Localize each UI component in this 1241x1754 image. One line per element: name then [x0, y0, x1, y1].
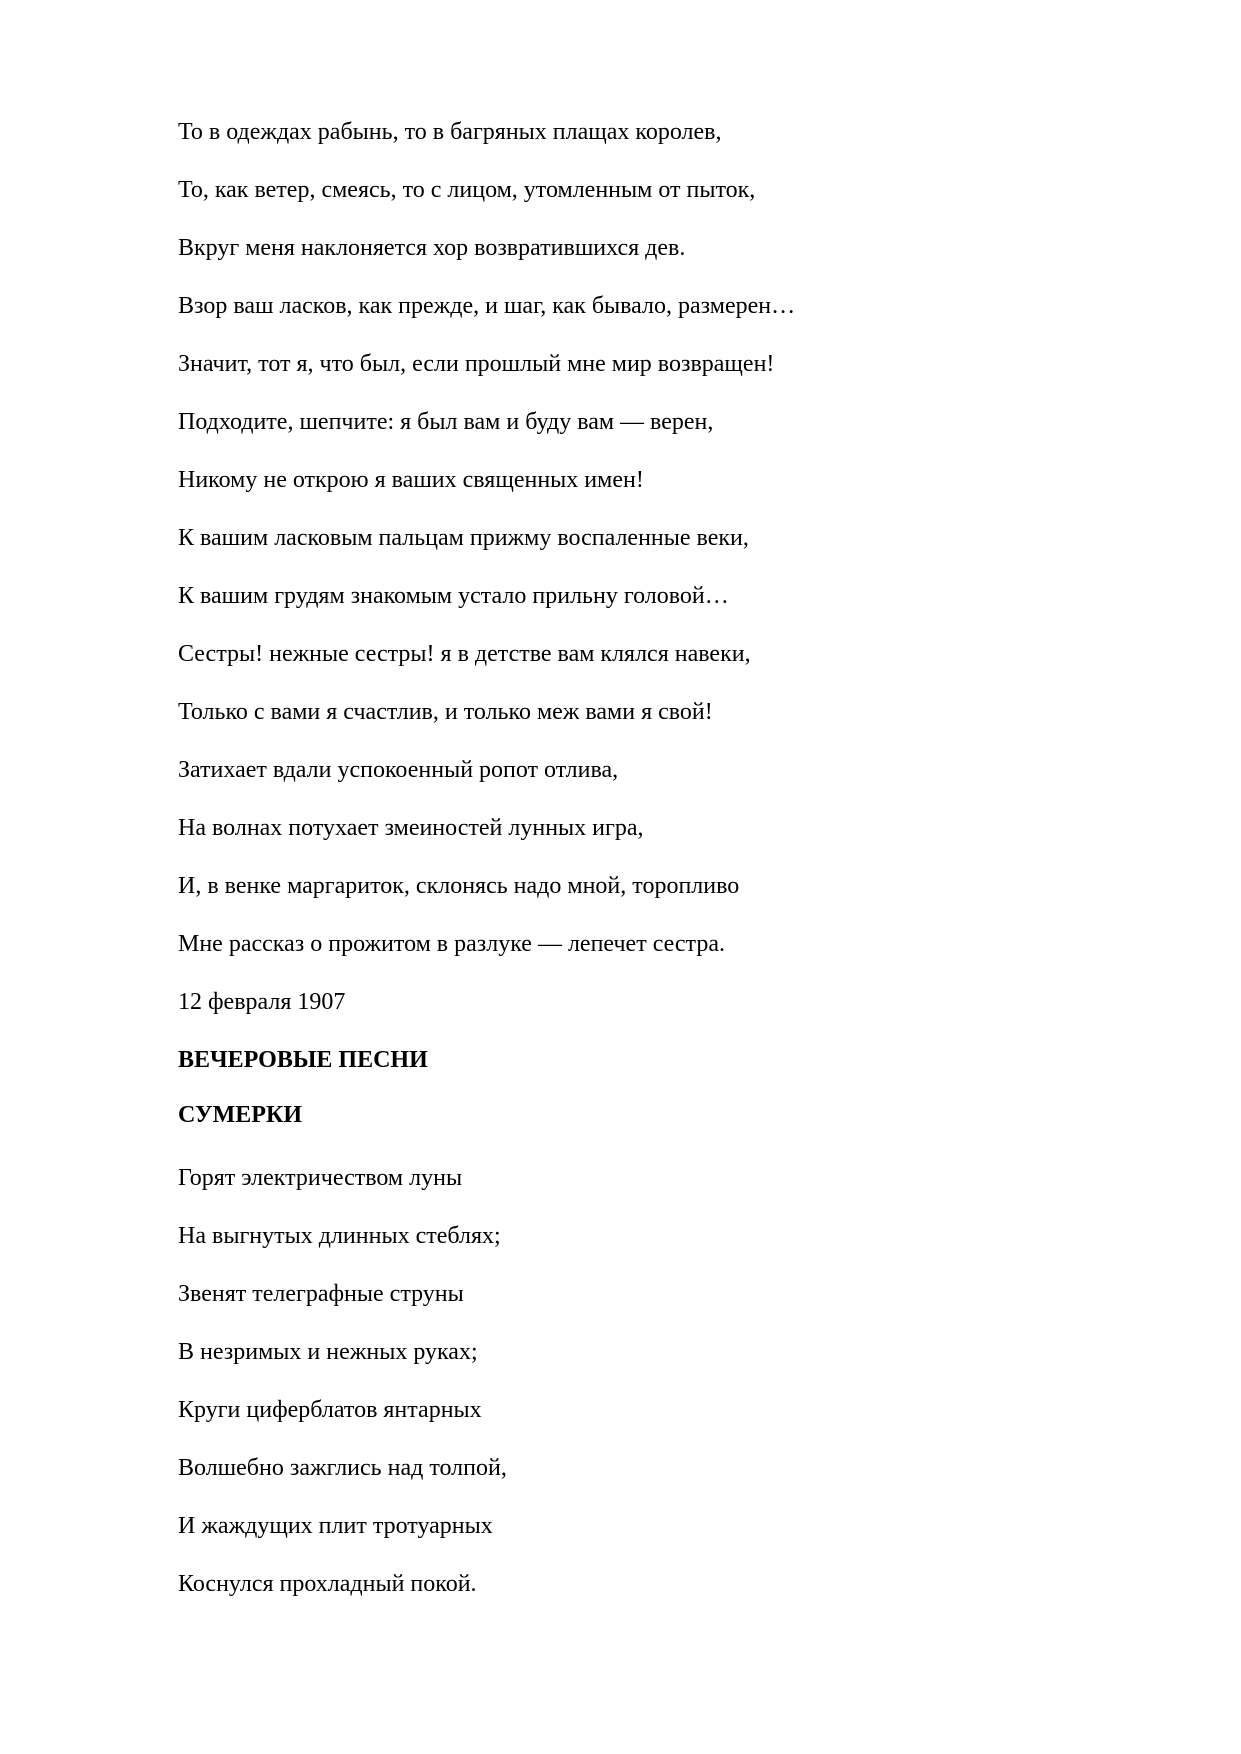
poem-line: Вкруг меня наклоняется хор возвратившихся дев. [178, 235, 686, 261]
poem-line: И жаждущих плит тротуарных [178, 1513, 493, 1539]
poem-line: Звенят телеграфные струны [178, 1281, 464, 1307]
poem-line: Сестры! нежные сестры! я в детстве вам клялся навеки, [178, 641, 751, 667]
poem-title: СУМЕРКИ [178, 1102, 303, 1128]
poem-date: 12 февраля 1907 [178, 989, 346, 1015]
poem-line: В незримых и нежных руках; [178, 1339, 478, 1365]
poem-line: То в одеждах рабынь, то в багряных плащах королев, [178, 119, 722, 145]
poem-line: Значит, тот я, что был, если прошлый мне мир возвращен! [178, 351, 775, 377]
poem-line: Подходите, шепчите: я был вам и буду вам — верен, [178, 409, 714, 435]
poem-line: На волнах потухает змеиностей лунных игра, [178, 815, 644, 841]
poem-line: Только с вами я счастлив, и только меж вами я свой! [178, 699, 713, 725]
poem-line: И, в венке маргариток, склонясь надо мной, торопливо [178, 873, 740, 899]
poem-line: Круги циферблатов янтарных [178, 1397, 482, 1423]
poem-line: Коснулся прохладный покой. [178, 1571, 477, 1597]
poem-line: К вашим ласковым пальцам прижму воспаленные веки, [178, 525, 749, 551]
poem-line: Никому не открою я ваших священных имен! [178, 467, 644, 493]
poem-line: Волшебно зажглись над толпой, [178, 1455, 507, 1481]
poem-line: Горят электричеством луны [178, 1165, 463, 1191]
poem-line: Мне рассказ о прожитом в разлуке — лепечет сестра. [178, 931, 725, 957]
poem-line: На выгнутых длинных стеблях; [178, 1223, 501, 1249]
poem-line: Взор ваш ласков, как прежде, и шаг, как бывало, размерен… [178, 293, 796, 319]
poem-line: Затихает вдали успокоенный ропот отлива, [178, 757, 619, 783]
poem-line: То, как ветер, смеясь, то с лицом, утомленным от пыток, [178, 177, 756, 203]
poem-line: К вашим грудям знакомым устало прильну головой… [178, 583, 729, 609]
section-title: ВЕЧЕРОВЫЕ ПЕСНИ [178, 1047, 428, 1073]
